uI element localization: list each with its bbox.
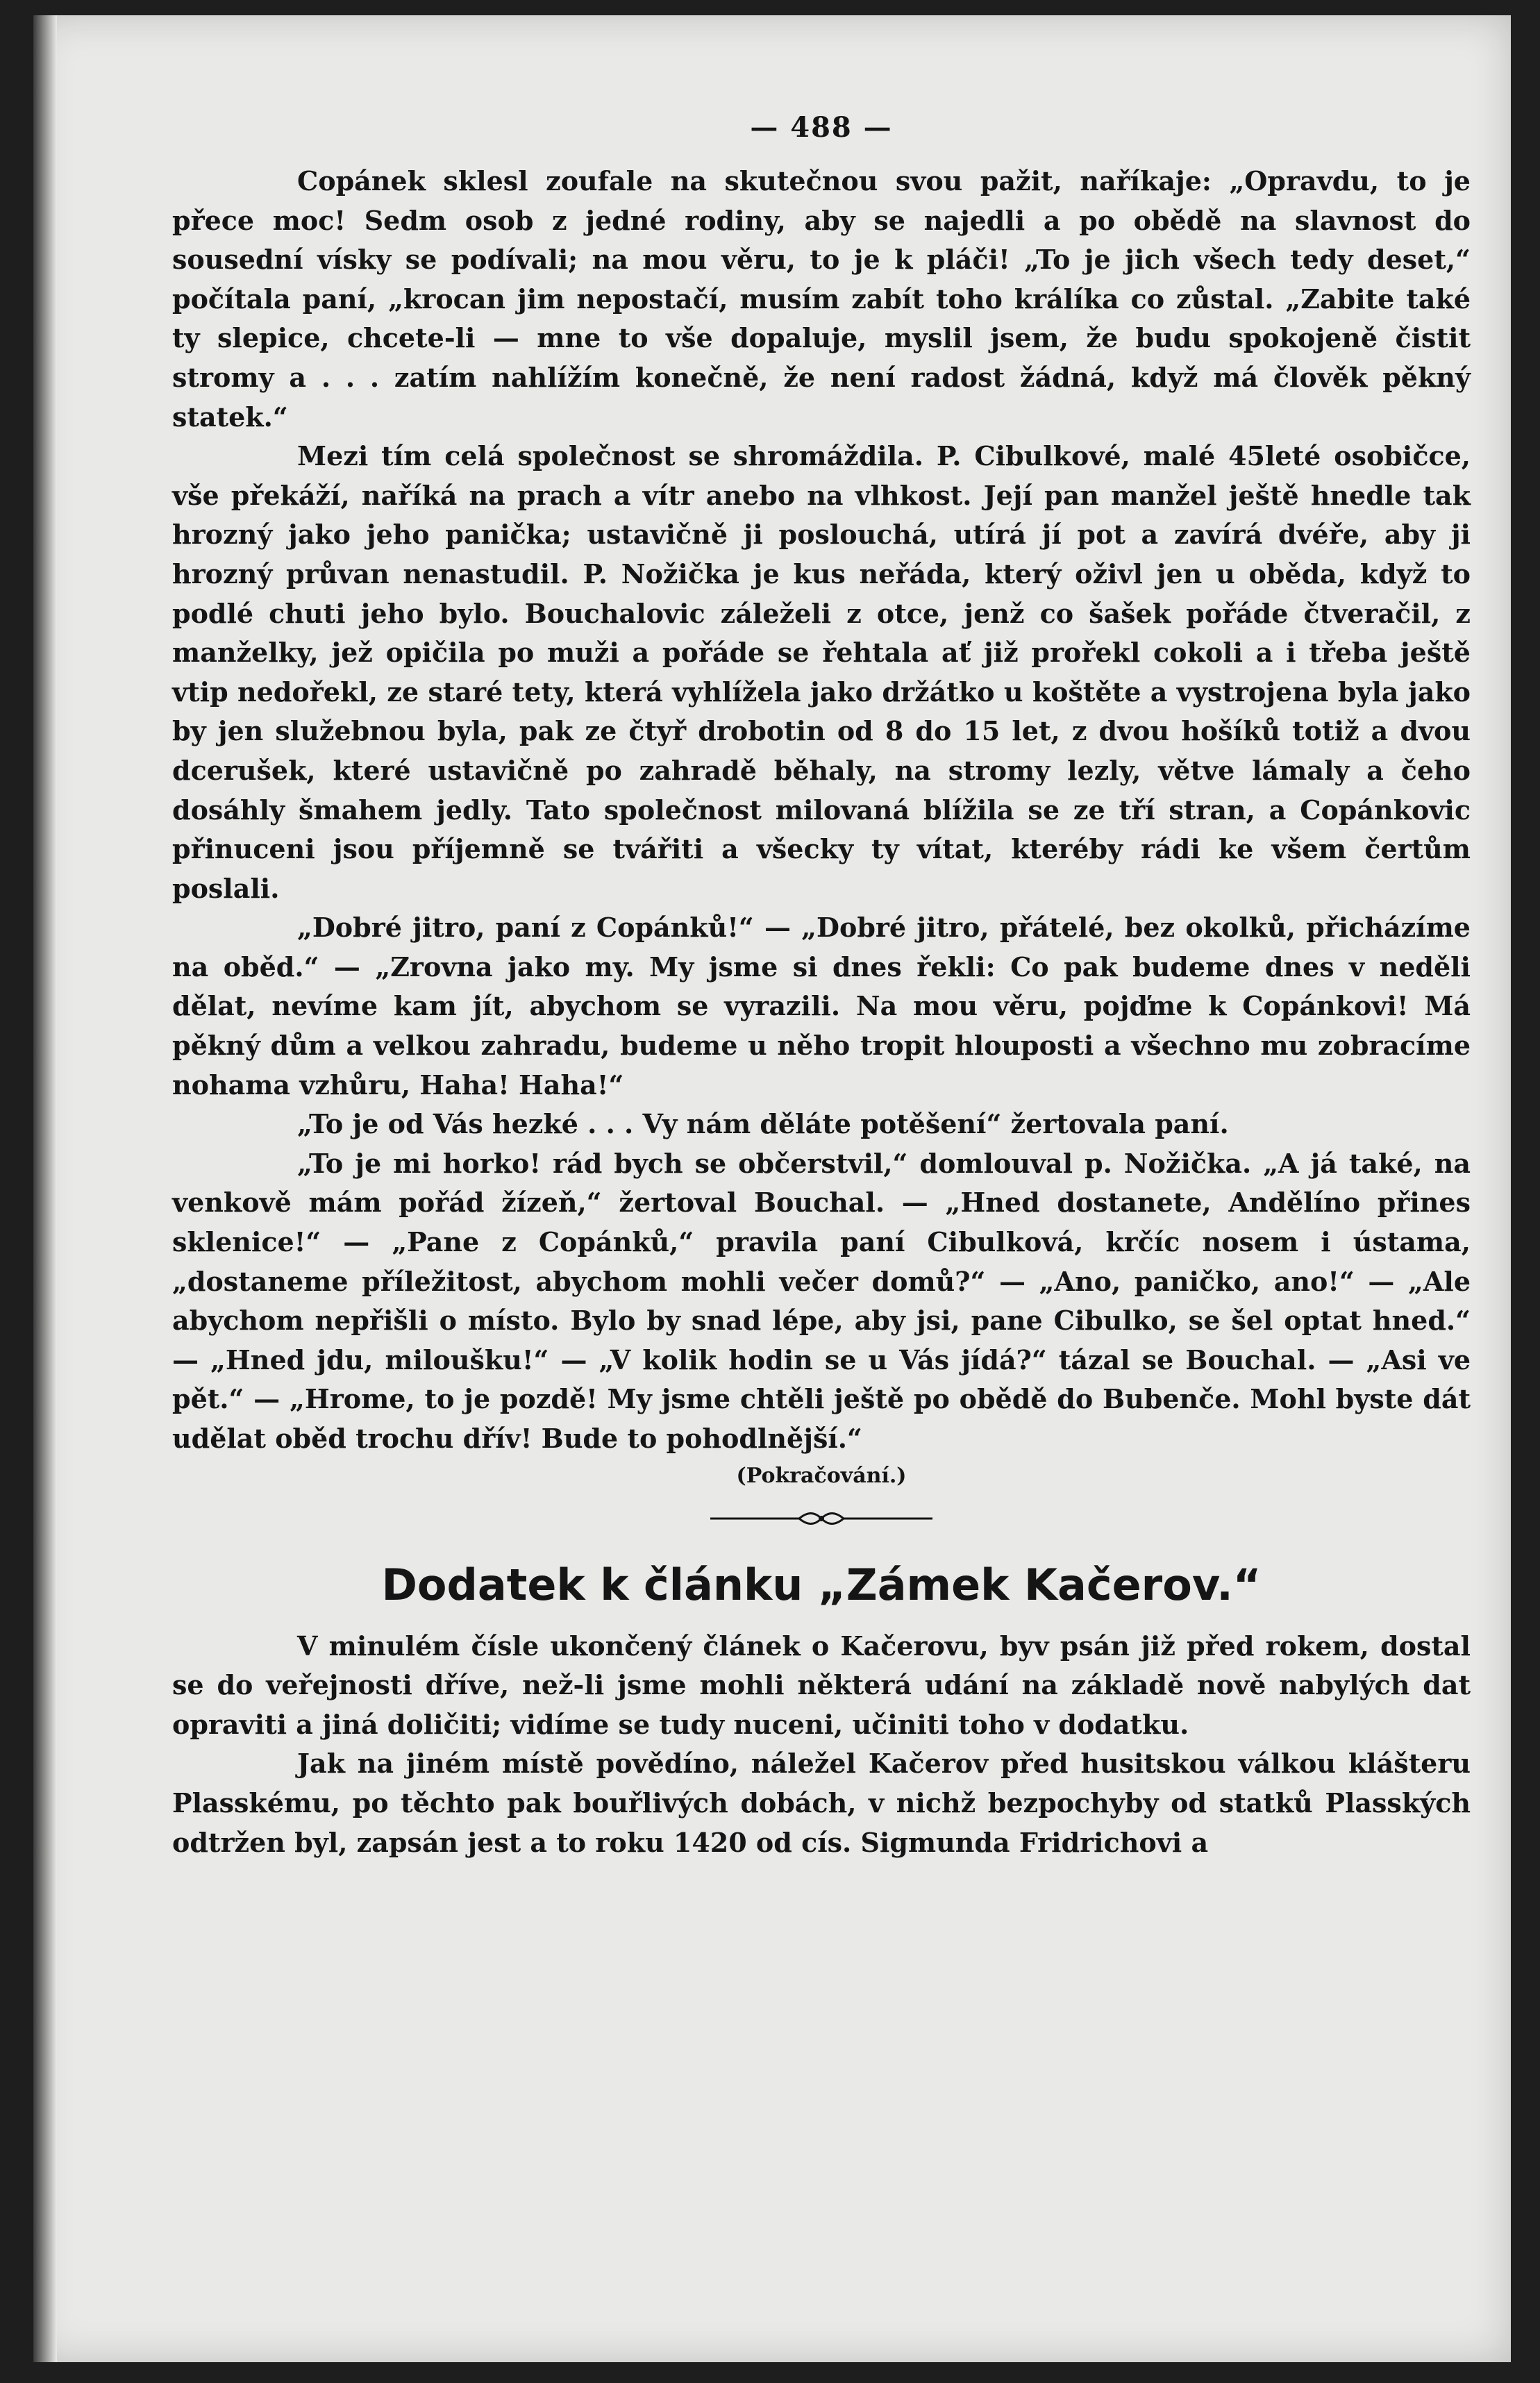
book-spine-shadow bbox=[33, 15, 57, 2362]
appendix-paragraph: Jak na jiném místě povědíno, náležel Kačerov před husitskou válkou klášteru Plasskému, po těchto pak bouřlivých dobách, v nichž bezpochyby od statků Plasských odtržen byl, zapsán jest a to roku 1420 od cís. Sigmunda Fridrichovi a bbox=[172, 1748, 1471, 1858]
section-divider-ornament bbox=[172, 1498, 1471, 1539]
story-paragraph: Mezi tím celá společnost se shromáždila. P. Cibulkové, malé 45leté osobičce, vše překáží, naříká na prach a vítr anebo na vlhkost. Její pan manžel ještě hnedle tak hrozný jako jeho panička; ustavičně ji poslouchá, utírá jí pot a zavírá dvéře, aby ji hrozný průvan nenastudil. P. Nožička je kus neřáda, který oživl jen u oběda, když to podlé chuti jeho bylo. Bouchalovic záleželi z otce, jenž co šašek pořáde čtveračil, z manželky, jež opičila po muži a pořáde se řehtala ať již prořekl cokoli a i třeba ještě vtip nedořekl, ze staré tety, která vyhlížela jako držátko u koštěte a vystrojena byla jako by jen služebnou byla, pak ze čtyř drobotin od 8 do 15 let, z dvou hošíků totiž a dvou dcerušek, které ustavičně po zahradě běhaly, na stromy lezly, větve lámaly a čeho dosáhly šmahem jedly. Tato společnost milovaná blížila se ze tří stran, a Copánkovic přinuceni jsou příjemně se tvářiti a všecky ty vítat, kteréby rádi ke všem čertům poslali. bbox=[172, 440, 1471, 904]
appendix-paragraph: V minulém čísle ukončený článek o Kačerovu, byv psán již před rokem, dostal se do veřejnosti dříve, než-li jsme mohli některá udání na základě nově nabylých dat opraviti a jiná doličiti; vidíme se tudy nuceni, učiniti toho v dodatku. bbox=[172, 1630, 1471, 1740]
continued-label: (Pokračování.) bbox=[736, 1463, 907, 1488]
story-paragraph: „Dobré jitro, paní z Copánků!“ — „Dobré jitro, přátelé, bez okolků, přicházíme na oběd.“ — „Zrovna jako my. My jsme si dnes řekli: Co pak budeme dnes v neděli dělat, nevíme kam jít, abychom se vyrazili. Na mou věru, pojďme k Copánkovi! Má pěkný dům a velkou zahradu, budeme u něho tropit hlouposti a všechno mu zobracíme nohama vzhůru, Haha! Haha!“ bbox=[172, 912, 1471, 1101]
page-number: — 488 — bbox=[750, 111, 893, 144]
document-page bbox=[33, 15, 1511, 2362]
story-paragraph: Copánek sklesl zoufale na skutečnou svou pažit, naříkaje: „Opravdu, to je přece moc! Sedm osob z jedné rodiny, aby se najedli a po obědě na slavnost do sousední vísky se podívali; na mou věru, to je k pláči! „To je jich všech tedy deset,“ počítala paní, „krocan jim nepostačí, musím zabít toho králíka co zůstal. „Zabite také ty slepice, chcete-li — mne to vše dopaluje, myslil jsem, že budu spokojeně čistit stromy a . . . zatím nahlížím konečně, že není radost žádná, když má člověk pěkný statek.“ bbox=[172, 165, 1471, 433]
story-paragraph: „To je od Vás hezké . . . Vy nám děláte potěšení“ žertovala paní. bbox=[297, 1108, 1229, 1140]
ornament-rule-icon bbox=[710, 1510, 932, 1527]
section-heading: Dodatek k článku „Zámek Kačerov.“ bbox=[381, 1559, 1262, 1610]
page-content bbox=[172, 111, 1471, 1862]
story-paragraph: „To je mi horko! rád bych se občerstvil,“ domlouval p. Nožička. „A já také, na venkově mám pořád žízeň,“ žertoval Bouchal. — „Hned dostanete, Andělíno přines sklenice!“ — „Pane z Copánků,“ pravila paní Cibulková, krčíc nosem i ústama, „dostaneme příležitost, abychom mohli večer domů?“ — „Ano, paničko, ano!“ — „Ale abychom nepřišli o místo. Bylo by snad lépe, aby jsi, pane Cibulko, se šel optat hned.“ — „Hned jdu, miloušku!“ — „V kolik hodin se u Vás jídá?“ tázal se Bouchal. — „Asi ve pět.“ — „Hrome, to je pozdě! My jsme chtěli ještě po obědě do Bubenče. Mohl byste dát udělat oběd trochu dřív! Bude to pohodlnější.“ bbox=[172, 1147, 1471, 1454]
